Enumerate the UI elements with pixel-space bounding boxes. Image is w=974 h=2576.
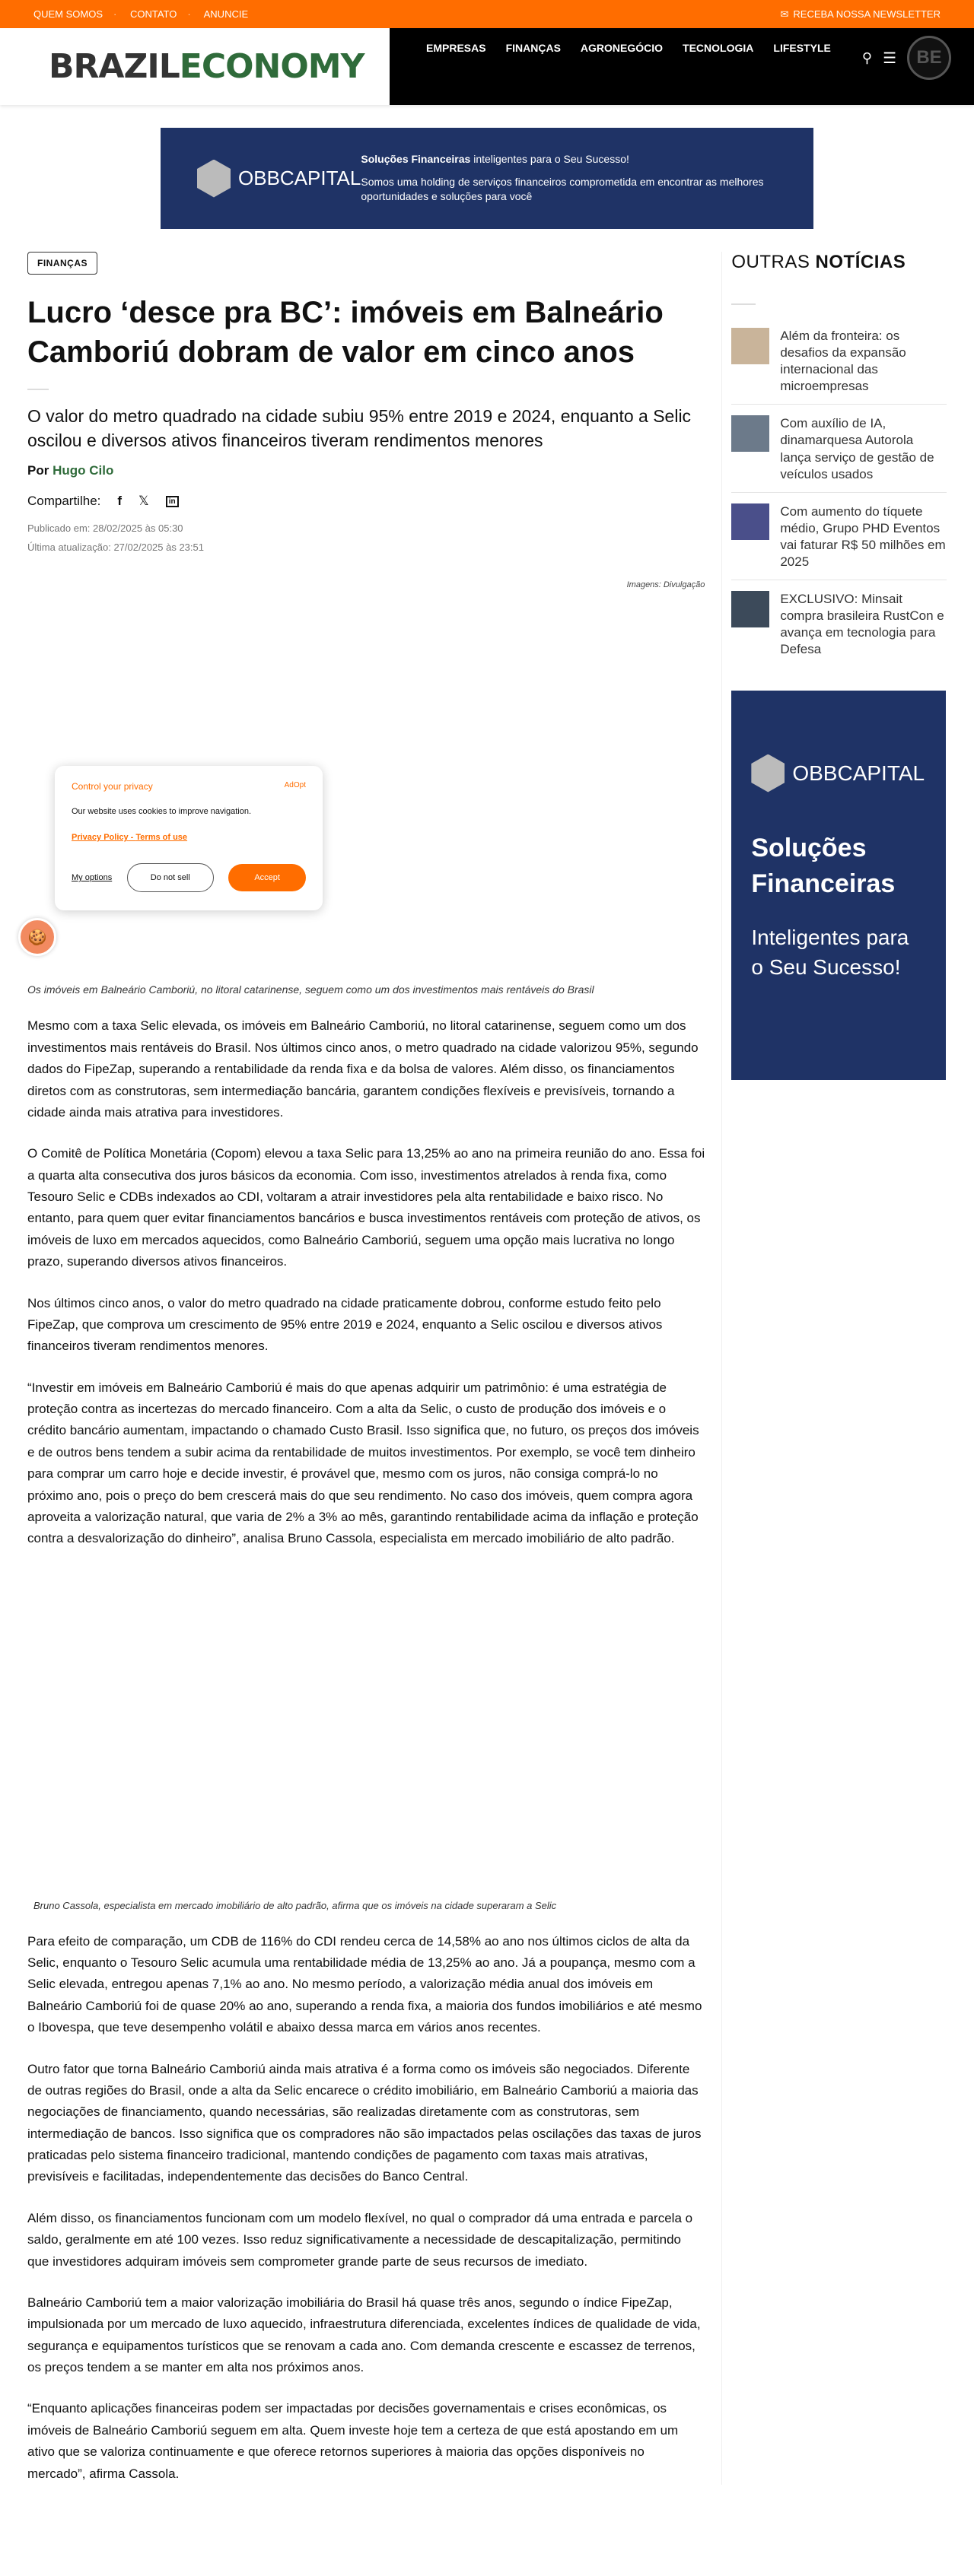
updated-date: Última atualização: 27/02/2025 às 23:51 bbox=[27, 542, 204, 554]
article bbox=[27, 252, 705, 2485]
article-paragraph: Balneário Camboriú tem a maior valorização imobiliária do Brasil há quase três anos, segundo o índice FipeZap, impulsionada por um mercado de luxo aquecido, infraestrutura diferenciada, excelentes índices de qualidade de vida, segurança e equipamentos turísticos que se renovam a cada ano. Com demanda crescente e escassez de terrenos, os preços tendem a se manter em alta nos próximos anos. bbox=[27, 2295, 701, 2374]
privacy-policy-link[interactable]: Privacy Policy bbox=[72, 833, 129, 843]
news-item[interactable] bbox=[731, 328, 947, 405]
ad-headline: Soluções Financeiras bbox=[751, 833, 896, 899]
x-icon[interactable]: 𝕏 bbox=[138, 494, 149, 509]
linkedin-icon[interactable]: in bbox=[166, 496, 179, 507]
obb-logo-icon bbox=[751, 754, 785, 792]
article-paragraph: “Enquanto aplicações financeiras podem ser impactadas por decisões governamentais e crises econômicas, os imóveis de Balneário Camboriú seguem em alta. Quem investe hoje tem a certeza de que está apostando em um ativo que se valoriza continuamente e que oferece retornos superiores à maioria das opções disponíveis no mercado”, afirma Cassola. bbox=[27, 2401, 679, 2481]
news-title[interactable]: Com auxílio de IA, dinamarquesa Autorola lança serviço de gestão de veículos usados bbox=[780, 416, 934, 481]
article-paragraph: Mesmo com a taxa Selic elevada, os imóveis em Balneário Camboriú, no litoral catarinense, seguem como um dos investimentos mais rentáveis do Brasil. Nos últimos cinco anos, o metro quadrado na cidade valorizou 95%, segundo dados do FipeZap, superando a rentabilidade da renda fixa e da bolsa de valores. Além disso, os financiamentos diretos com as construtoras, sem intermediação bancária, garantem condições flexíveis e previsíveis, tornando a cidade ainda mais atrativa para investidores. bbox=[27, 1018, 699, 1120]
link-anuncie[interactable]: ANUNCIE bbox=[203, 8, 249, 20]
article-paragraph: O Comitê de Política Monetária (Copom) elevou a taxa Selic para 13,25% ao ano na primeira reunião do ano. Essa foi a quarta alta consecutiva dos juros básicos da economia. Com isso, investimentos atrelados à renda fixa, como Tesouro Selic e CDBs indexados ao CDI, voltaram a atrair investidores pela alta rentabilidade e baixo risco. No entanto, para quem quer evitar financiamentos bancários e busca investimentos rentáveis com proteção de ativos, os imóveis de luxo em mercados aquecidos, como Balneário Camboriú, seguem uma opção mais lucrativa no longo prazo, superando diversos ativos financeiros. bbox=[27, 1146, 705, 1269]
news-thumbnail bbox=[731, 591, 769, 627]
link-quem-somos[interactable]: QUEM SOMOS bbox=[33, 8, 103, 20]
sidebar-ad[interactable] bbox=[731, 691, 946, 1080]
accept-button[interactable]: Accept bbox=[228, 864, 306, 891]
sidebar-divider bbox=[731, 303, 756, 305]
sidebar bbox=[721, 252, 947, 2485]
search-icon[interactable]: ⚲ bbox=[861, 49, 873, 65]
obb-logo-icon bbox=[197, 160, 231, 198]
news-title[interactable]: Além da fronteira: os desafios da expansão internacional das microempresas bbox=[780, 329, 906, 394]
do-not-sell-button[interactable]: Do not sell bbox=[127, 863, 214, 892]
article-paragraph: Nos últimos cinco anos, o valor do metro quadrado na cidade praticamente dobrou, conforme estudo feito pelo FipeZap, que comprova um crescimento de 95% entre 2019 e 2024, enquanto a Selic oscilou e diversos ativos financeiros tiveram rendimentos menores. bbox=[27, 1295, 663, 1354]
author-link[interactable]: Hugo Cilo bbox=[53, 463, 114, 478]
news-item[interactable] bbox=[731, 415, 947, 492]
news-title[interactable]: EXCLUSIVO: Minsait compra brasileira RustCon e avança em tecnologia para Defesa bbox=[780, 592, 944, 657]
newsletter-label: RECEBA NOSSA NEWSLETTER bbox=[793, 8, 941, 20]
article-subtitle: O valor do metro quadrado na cidade subiu 95% entre 2019 e 2024, enquanto a Selic oscilou e diversos ativos financeiros tiveram rendimentos menores bbox=[27, 406, 692, 451]
facebook-icon[interactable]: f bbox=[117, 494, 123, 509]
top-bar: QUEM SOMOS · CONTATO · ANUNCIE ✉ RECEBA NOSSA NEWSLETTER bbox=[0, 0, 974, 28]
image-caption-2: Bruno Cassola, especialista em mercado imobiliário de alto padrão, afirma que os imóveis na cidade superaram a Selic bbox=[33, 1899, 557, 1911]
cookie-consent-dialog: Control your privacy AdOpt Our website uses cookies to improve navigation. Privacy Policy - Terms of use My options Do not sell Accept bbox=[55, 766, 323, 910]
nav-lifestyle[interactable]: LIFESTYLE bbox=[773, 42, 831, 54]
link-contato[interactable]: CONTATO bbox=[129, 8, 177, 20]
nav-financas[interactable]: FINANÇAS bbox=[505, 42, 561, 54]
menu-icon[interactable]: ☰ bbox=[883, 49, 896, 67]
news-thumbnail bbox=[731, 328, 769, 364]
news-item[interactable] bbox=[731, 591, 947, 667]
share-label: Compartilhe: bbox=[27, 494, 101, 509]
ad-subline: Inteligentes para o Seu Sucesso! bbox=[751, 925, 909, 979]
terms-of-use-link[interactable]: Terms of use bbox=[135, 833, 188, 843]
news-thumbnail bbox=[731, 503, 769, 540]
category-tag[interactable]: FINANÇAS bbox=[27, 252, 97, 275]
image-caption: Os imóveis em Balneário Camboriú, no litoral catarinense, seguem como um dos investimentos mais rentáveis do Brasil bbox=[27, 983, 594, 996]
published-date: Publicado em: 28/02/2025 às 05:30 bbox=[27, 523, 183, 535]
share-bar bbox=[27, 494, 705, 509]
article-image-2-placeholder bbox=[27, 1550, 705, 1900]
article-paragraph: Outro fator que torna Balneário Camboriú ainda mais atrativa é a forma como os imóveis são negociados. Diferente de outras regiões do Brasil, onde a alta da Selic encarece o crédito imobiliário, em Balneário Camboriú a maioria das negociações de financiamento, quando necessárias, são realizadas diretamente com as construtoras, sem intermediação de bancos. Isso significa que os compradores não são impactados pelas oscilações das taxas de juros praticadas pelo sistema financeiro tradicional, mantendo condições de pagamento com taxas mais atrativas, previsíveis e facilitadas, independentemente das decisões do Banco Central. bbox=[27, 2061, 702, 2184]
newsletter-link[interactable] bbox=[780, 8, 941, 21]
article-paragraph: “Investir em imóveis em Balneário Camboriú é mais do que apenas adquirir um patrimônio: é uma estratégia de proteção contra as incertezas do mercado financeiro. Com a alta da Selic, o custo de produção dos imóveis e o crédito bancário aumentam, impactando o chamado Custo Brasil. Isso significa que, no futuro, os preços dos imóveis e de outros bens tendem a subir acima da rentabilidade de muitos investimentos. Por exemplo, se você tem dinheiro para comprar um carro hoje e decide investir, é provável que, mesmo com os juros, não consiga comprá-lo no próximo ano, pois o preço do bem crescerá mais do que seu rendimento. No caso dos imóveis, quem compra agora aproveita a valorização natural, que varia de 2% a 3% ao mês, garantindo rentabilidade acima da inflação e proteção contra a desvalorização do dinheiro”, analisa Bruno Cassola, especialista em mercado imobiliário de alto padrão. bbox=[27, 1380, 699, 1546]
ad-brand: OBBCAPITAL bbox=[792, 761, 925, 785]
top-ad-banner[interactable] bbox=[161, 128, 813, 229]
article-paragraph: Além disso, os financiamentos funcionam com um modelo flexível, no qual o comprador dá uma entrada e parcela o saldo, geralmente em até 100 vezes. Isso reduz significativamente a necessidade de descapitalização, permitindo que investidores adquiram imóveis sem comprometer grande parte de seus recursos de imediato. bbox=[27, 2210, 693, 2269]
consent-brand: AdOpt bbox=[284, 781, 306, 790]
image-credit: Imagens: Divulgação bbox=[626, 580, 705, 590]
byline: Por Hugo Cilo bbox=[27, 463, 114, 478]
main-nav bbox=[426, 36, 831, 54]
nav-tecnologia[interactable]: TECNOLOGIA bbox=[683, 42, 754, 54]
banner-headline: Soluções Financeiras bbox=[361, 153, 471, 166]
nav-agronegocio[interactable]: AGRONEGÓCIO bbox=[580, 42, 664, 54]
site-logo[interactable]: BRAZILECONOMY bbox=[49, 47, 364, 86]
news-item[interactable] bbox=[731, 503, 947, 580]
banner-headline-rest: inteligentes para o Seu Sucesso! bbox=[470, 153, 629, 166]
sidebar-title: OUTRAS NOTÍCIAS bbox=[731, 252, 906, 272]
news-title[interactable]: Com aumento do tíquete médio, Grupo PHD Eventos vai faturar R$ 50 milhões em 2025 bbox=[780, 503, 946, 570]
banner-brand: OBBCAPITAL bbox=[238, 167, 361, 189]
article-image-placeholder bbox=[27, 589, 705, 970]
nav-empresas[interactable]: EMPRESAS bbox=[426, 42, 486, 54]
article-paragraph: Para efeito de comparação, um CDB de 116% do CDI rendeu cerca de 14,58% ao ano nos últimos ciclos de alta da Selic, enquanto o Tesouro Selic acumula uma rentabilidade média de 13,25% ao ano. Já a poupança, mesmo com a Selic elevada, entregou apenas 7,1% ao ano. No mesmo período, a valorização média anual dos imóveis em Balneário Camboriú foi de quase 20% ao ano, superando a renda fixa, a maioria dos fundos imobiliários e até mesmo o Ibovespa, que teve desempenho volátil e abaixo dessa marca em vários anos recentes. bbox=[27, 1933, 702, 2035]
my-options-button[interactable]: My options bbox=[72, 873, 113, 883]
site-header bbox=[0, 28, 974, 105]
cookie-settings-icon[interactable]: 🍪 bbox=[18, 918, 56, 956]
consent-text: Our website uses cookies to improve navigation. bbox=[72, 807, 252, 817]
mail-icon: ✉ bbox=[780, 8, 789, 20]
news-thumbnail bbox=[731, 415, 769, 452]
title-divider bbox=[27, 389, 49, 390]
brand-badge: BE bbox=[907, 36, 951, 80]
banner-description: Somos uma holding de serviços financeiros comprometida em encontrar as melhores oportunidades e soluções para você bbox=[361, 175, 764, 203]
article-title: Lucro ‘desce pra BC’: imóveis em Balneário Camboriú dobram de valor em cinco anos bbox=[27, 296, 664, 369]
consent-title: Control your privacy bbox=[72, 781, 153, 792]
